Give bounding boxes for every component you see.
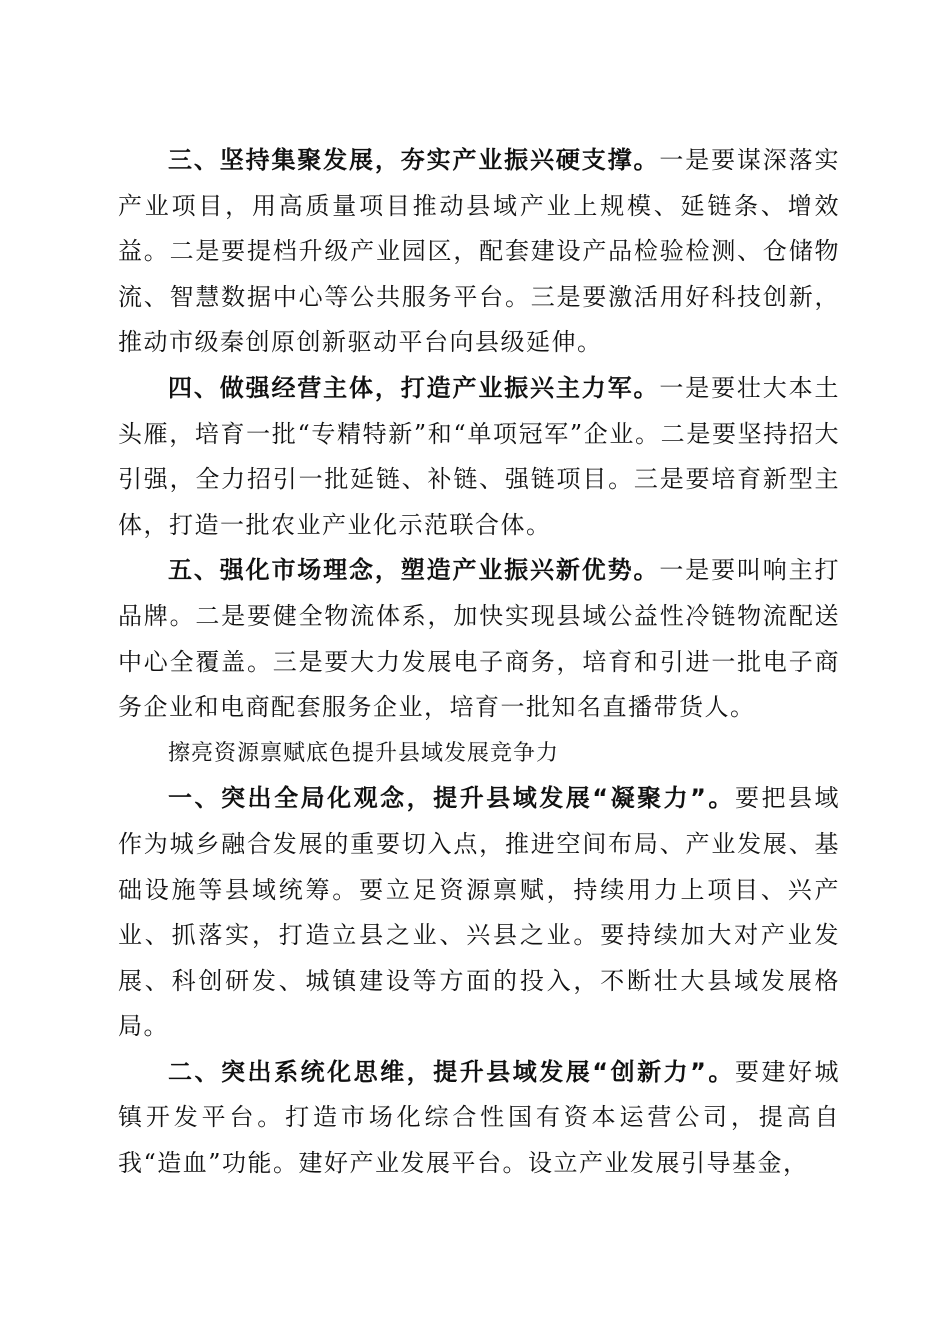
- document-page: [118, 138, 840, 1187]
- paragraph-five-body: 一是要叫响主打品牌。二是要健全物流体系，加快实现县域公益性冷链物流配送中心全覆盖。三是要大力发展电子商务，培育和引进一批电子商务企业和电商配套服务企业，培育一批知名直播带货人。: [118, 556, 841, 722]
- paragraph-five: [118, 548, 840, 730]
- section-paragraph-one-body: 要把县域作为城乡融合发展的重要切入点，推进空间布局、产业发展、基础设施等县域统筹。要立足资源禀赋，持续用力上项目、兴产业、抓落实，打造立县之业、兴县之业。要持续加大对产业发展、科创研发、城镇建设等方面的投入，不断壮大县域发展格局。: [118, 784, 841, 1041]
- paragraph-three-heading: 三、坚持集聚发展，夯实产业振兴硬支撑。: [168, 146, 660, 174]
- paragraph-four-body: 一是要壮大本土头雁，培育一批“专精特新”和“单项冠军”企业。二是要坚持招大引强，全力招引一批延链、补链、强链项目。三是要培育新型主体，打造一批农业产业化示范联合体。: [118, 373, 841, 539]
- paragraph-five-heading: 五、强化市场理念，塑造产业振兴新优势。: [168, 556, 660, 585]
- paragraph-three: [118, 138, 840, 366]
- section-title: 擦亮资源禀赋底色提升县域发展竞争力: [168, 740, 560, 766]
- section-paragraph-two-body: 要建好城镇开发平台。打造市场化综合性国有资本运营公司，提高自我“造血”功能。建好产业发展平台。设立产业发展引导基金，: [118, 1057, 841, 1178]
- paragraph-four-heading: 四、做强经营主体，打造产业振兴主力军。: [168, 373, 660, 402]
- paragraph-three-body: 一是要谋深落实产业项目，用高质量项目推动县域产业上规模、延链条、增效益。二是要提档升级产业园区，配套建设产品检验检测、仓储物流、智慧数据中心等公共服务平台。三是要激活用好科技创新，推动市级秦创原创新驱动平台向县级延伸。: [118, 146, 841, 357]
- section-paragraph-two-heading: 二、突出系统化思维，提升县域发展“创新力”。: [168, 1057, 735, 1086]
- section-paragraph-two: [118, 1050, 840, 1187]
- section-paragraph-one: [118, 776, 840, 1050]
- paragraph-four: [118, 366, 840, 548]
- section-paragraph-one-heading: 一、突出全局化观念，提升县域发展“凝聚力”。: [168, 784, 735, 813]
